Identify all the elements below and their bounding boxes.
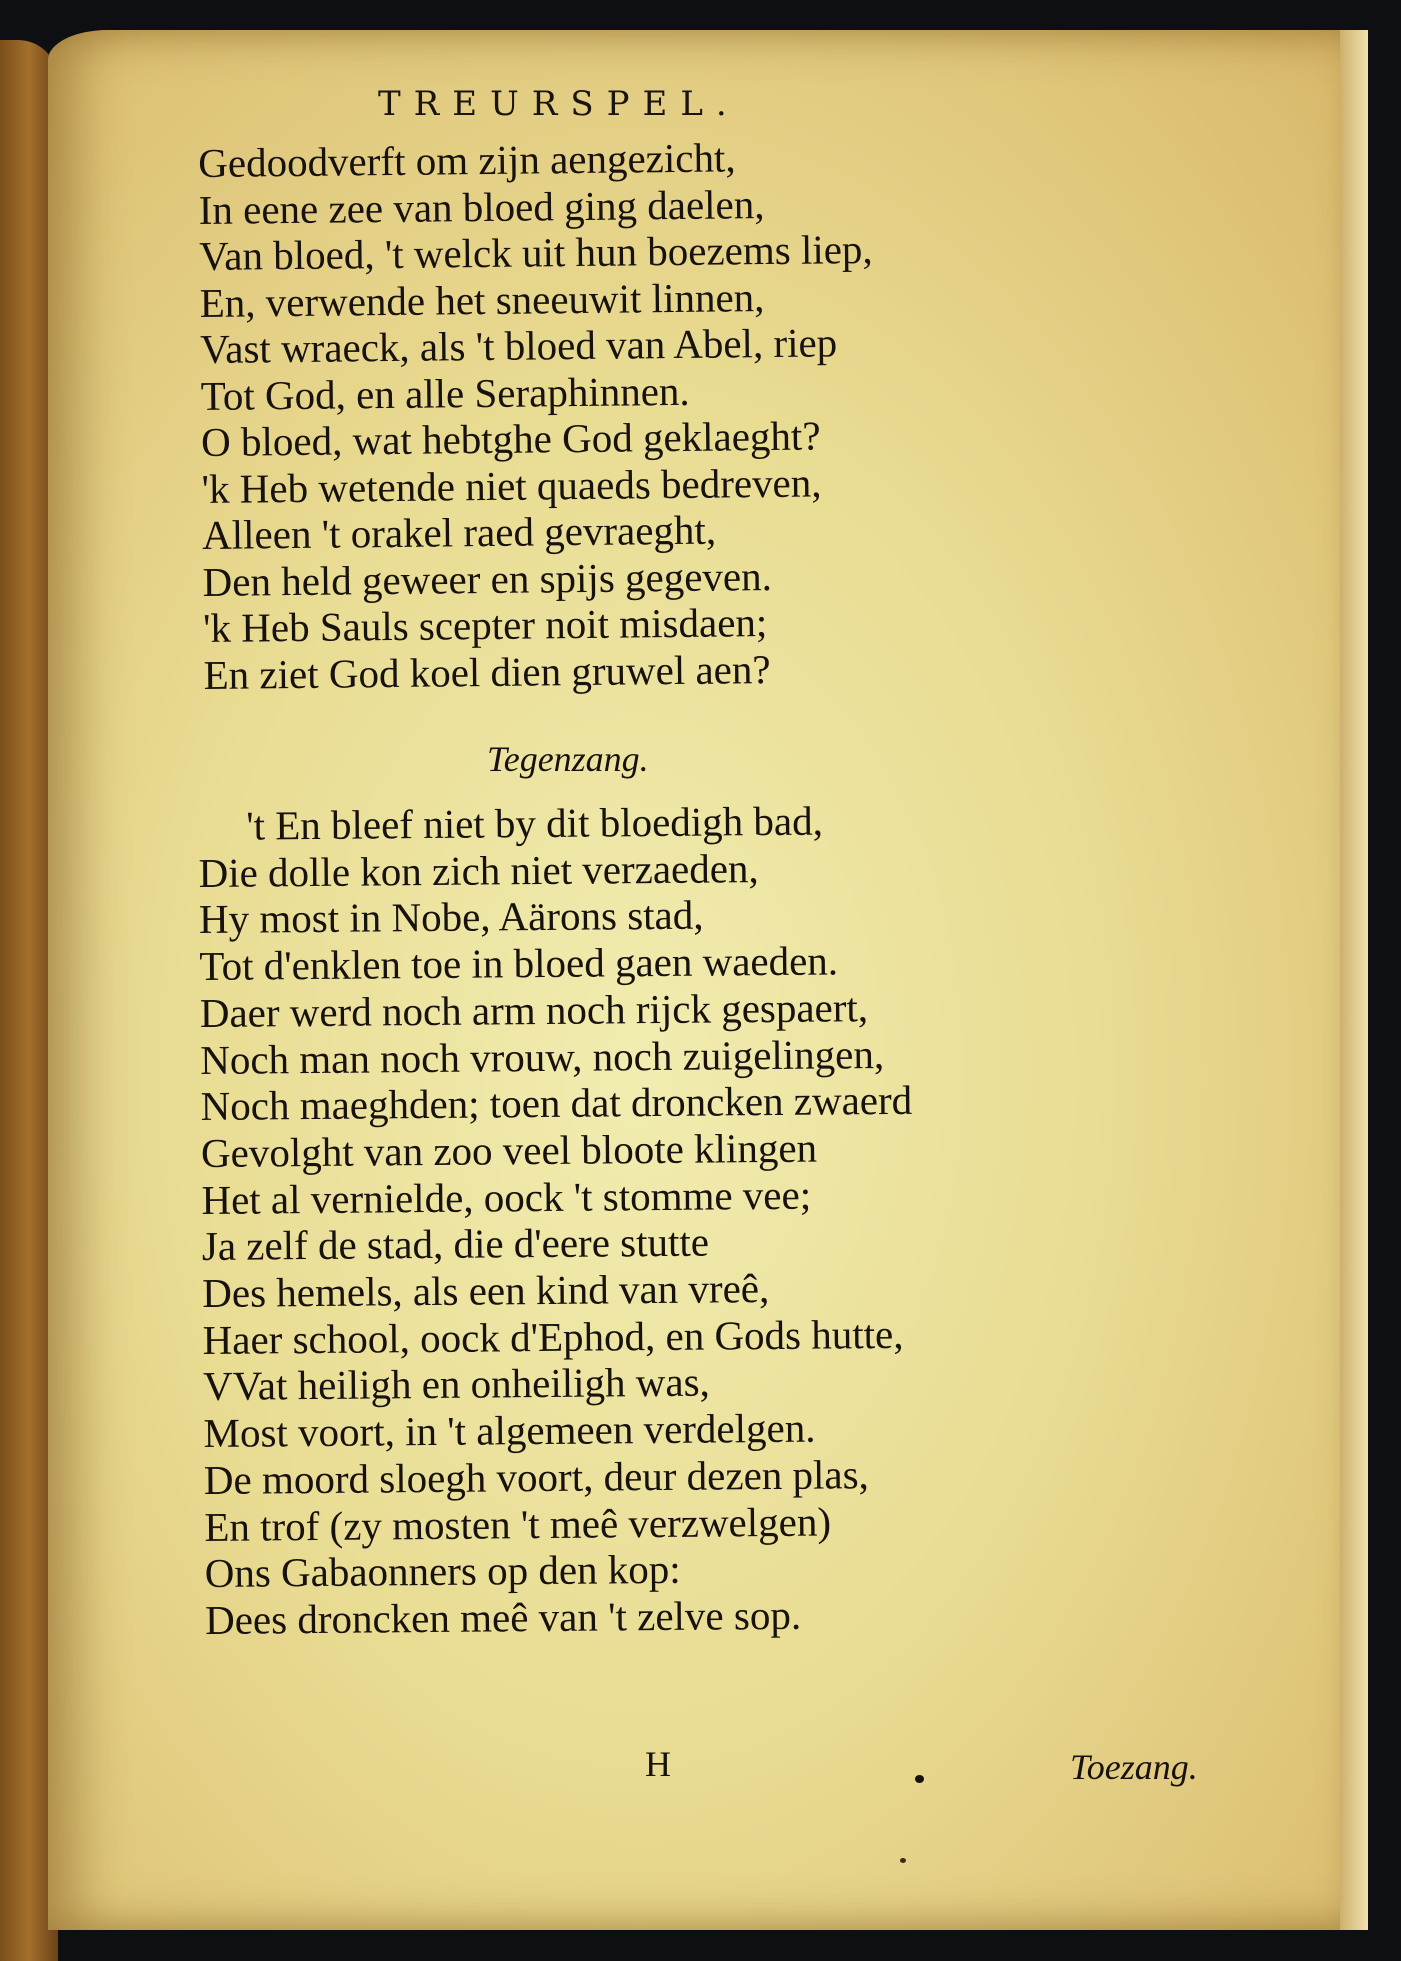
verse-line: Die dolle kon zich niet verzaeden, bbox=[198, 844, 759, 896]
running-head: TREURSPEL. bbox=[378, 84, 740, 124]
verse-line: Ons Gabaonners op den kop: bbox=[204, 1546, 681, 1597]
verse-line: Noch maeghden; toen dat droncken zwaerd bbox=[200, 1076, 913, 1130]
verse-line: Van bloed, 't welck uit hun boezems liep, bbox=[198, 225, 873, 279]
verse-line: Gedoodverft om zijn aengezicht, bbox=[198, 134, 736, 186]
stanza-2 bbox=[198, 795, 1105, 1643]
verse-line: Haer school, oock d'Ephod, en Gods hutte, bbox=[202, 1310, 904, 1363]
verse-line: Dees droncken meê van 't zelve sop. bbox=[204, 1591, 802, 1643]
verse-line: In eene zee van bloed ging daelen, bbox=[198, 180, 765, 233]
verse-line: Tot d'enklen toe in bloed gaen waeden. bbox=[199, 937, 839, 990]
section-title: Tegenzang. bbox=[487, 739, 649, 779]
verse-line: En ziet God koel dien gruwel aen? bbox=[203, 645, 771, 698]
verse-line: Tot God, en alle Seraphinnen. bbox=[200, 367, 690, 419]
verse-line: En trof (zy mosten 't meê verzwelgen) bbox=[204, 1498, 832, 1550]
verse-line: 't En bleef niet by dit bloedigh bad, bbox=[245, 797, 824, 849]
verse-line: 'k Heb wetende niet quaeds bedreven, bbox=[201, 458, 822, 512]
verse-line: Noch man noch vrouw, noch zuigelingen, bbox=[200, 1030, 885, 1083]
verse-line: Gevolght van zoo veel bloote klingen bbox=[200, 1124, 818, 1176]
printer-dot bbox=[915, 1775, 924, 1783]
verse-line: De moord sloegh voort, deur dezen plas, bbox=[203, 1451, 870, 1503]
verse-line: Den held geweer en spijs gegeven. bbox=[202, 552, 773, 605]
verse-line: Most voort, in 't algemeen verdelgen. bbox=[203, 1404, 816, 1457]
verse-line: Het al vernielde, oock 't stomme vee; bbox=[201, 1171, 812, 1223]
verse-line: Alleen 't orakel raed gevraeght, bbox=[201, 506, 717, 558]
paper-speck bbox=[900, 1858, 906, 1863]
verse-line: VVat heiligh en onheiligh was, bbox=[202, 1358, 710, 1410]
verse-line: Daer werd noch arm noch rijck gespaert, bbox=[199, 983, 869, 1036]
signature-mark: H bbox=[645, 1744, 671, 1784]
verse-line: Ja zelf de stad, die d'eere stutte bbox=[201, 1218, 710, 1270]
verse-line: Des hemels, als een kind van vreê, bbox=[202, 1265, 770, 1317]
verse-line: Hy most in Nobe, Aärons stad, bbox=[198, 892, 704, 943]
verse-line: 'k Heb Sauls scepter noit misdaen; bbox=[202, 599, 768, 651]
verse-line: En, verwende het sneeuwit linnen, bbox=[199, 273, 765, 326]
catchword: Toezang. bbox=[1070, 1747, 1198, 1787]
stanza-1 bbox=[198, 131, 1104, 698]
page-fore-edge bbox=[1340, 30, 1368, 1930]
verse-line: O bloed, wat hebtghe God geklaeght? bbox=[200, 412, 821, 465]
verse-line: Vast wraeck, als 't bloed van Abel, riep bbox=[199, 319, 838, 372]
